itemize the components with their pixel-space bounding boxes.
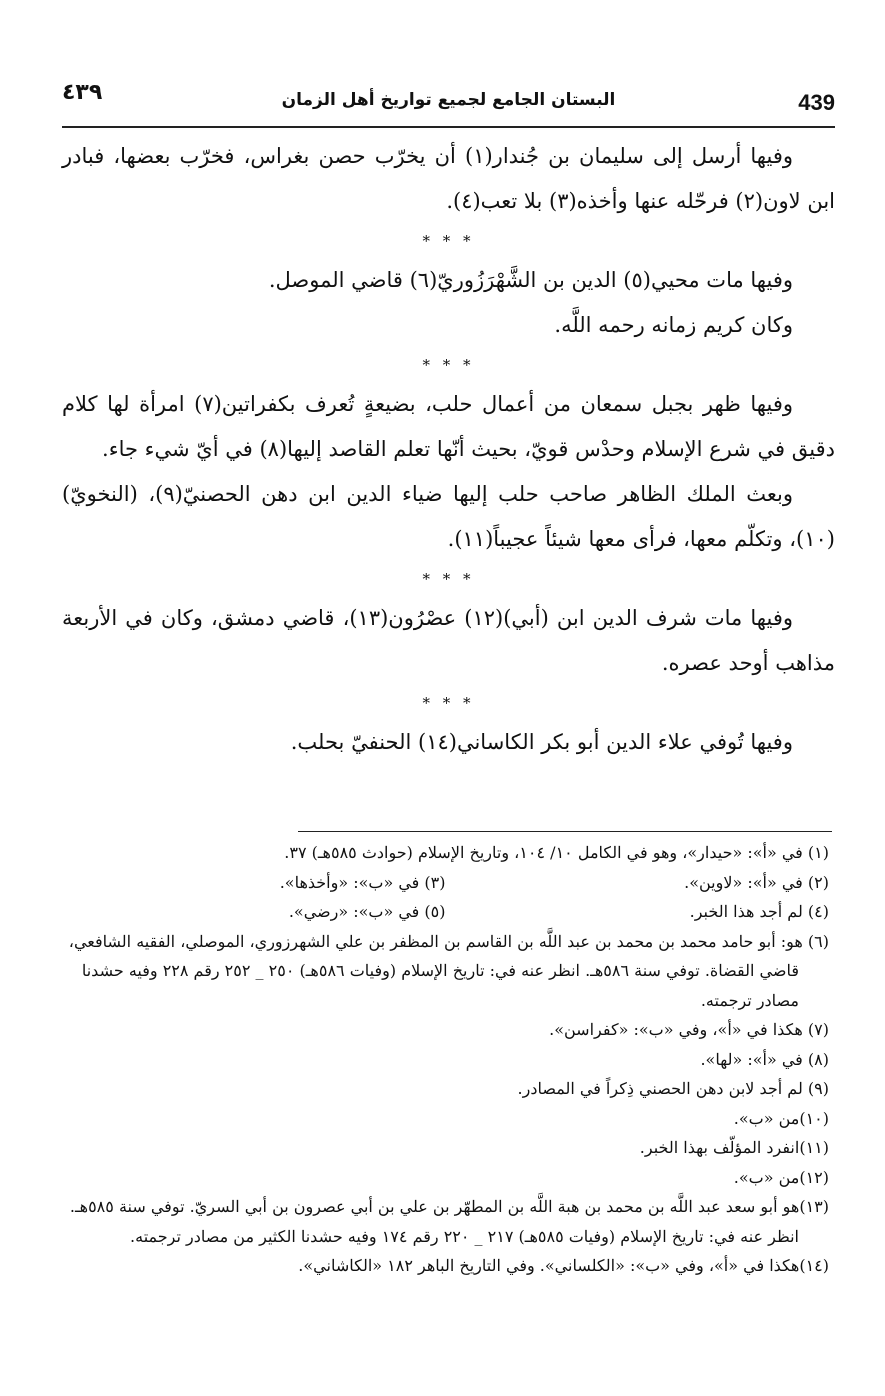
footnote: (١٣)هو أبو سعد عبد اللَّه بن محمد بن هبة اللَّه بن المطهّر بن علي بن أبي عصرون بن أبي السريّ. توفي سنة ٥٨٥هـ. انظر عنه في: تاريخ الإسلام (وفيات ٥٨٥هـ) ٢١٧ _ ٢٢٠ رقم ١٧٤ وفيه حشدنا الكثير من مصادر ترجمته. [69,1197,829,1246]
footnote: (٦) هو: أبو حامد محمد بن محمد بن عبد اللَّه بن القاسم بن المظفر بن علي الشهرزوري، الموصلي، الفقيه الشافعي، قاضي القضاة. توفي سنة ٥٨٦هـ. انظر عنه في: تاريخ الإسلام (وفيات ٥٨٦هـ) ٢٥٠ _ ٢٥٢ رقم ٢٢٨ وفيه حشدنا مصادر ترجمته. [68,931,829,1010]
section-separator: * * * [422,694,475,712]
footnote: (١٠)من «ب». [733,1108,829,1128]
paragraph: وكان كريم زمانه رحمه اللَّه. [554,313,793,337]
footnote: (١) في «أ»: «حيدار»، وهو في الكامل ١٠/ ١٠٤، وتاريخ الإسلام (حوادث ٥٨٥هـ) ٣٧. [284,843,829,862]
footnote-pair-row [62,897,829,927]
footnote: (٩) لم أجد لابن دهن الحصني ذِكراً في المصادر. [517,1079,829,1098]
page-number-arabic: ٤٣٩ [62,80,103,105]
paragraph: وفيها ظهر بجبل سمعان من أعمال حلب، بضيعةٍ تُعرف بكفراتين(٧) امرأة لها كلام دقيق في شرع الإسلام وحدْس قويّ، بحيث أنّها تعلم القاصد إليها(٨) في أيّ شيء جاء. [62,392,835,461]
footnote: (١١)انفرد المؤلّف بهذا الخبر. [639,1138,829,1157]
footnote: (٤) لم أجد هذا الخبر. [689,902,829,921]
footnote: (٣) في «ب»: «وأخذها». [279,872,446,892]
footnote: (٢) في «أ»: «لاوين». [684,872,829,892]
footnote: (٧) هكذا في «أ»، وفي «ب»: «كفراسن». [549,1020,829,1039]
footnote-rule [298,831,832,832]
paragraph: وفيها مات محيي(٥) الدين بن الشَّهْرَزُوريّ(٦) قاضي الموصل. [268,268,793,292]
paragraph: وفيها أرسل إلى سليمان بن جُندار(١) أن يخرّب حصن بغراس، فخرّب بعضها، فبادر ابن لاون(٢) فرحّله عنها وأخذه(٣) بلا تعب(٤). [62,144,835,213]
main-text [62,134,835,765]
header-rule [62,126,835,128]
footnote: (٥) في «ب»: «رضي». [288,902,446,921]
paragraph: وفيها تُوفي علاء الدين أبو بكر الكاساني(١٤) الحنفيّ بحلب. [290,730,793,754]
footnote: (٨) في «أ»: «لها». [700,1049,829,1069]
paragraph: وبعث الملك الظاهر صاحب حلب إليها ضياء الدين ابن دهن الحصنيّ(٩)، (النخويّ)(١٠)، وتكلّم معها، فرأى معها شيئاً عجيباً(١١). [62,482,835,551]
footnote: (١٤)هكذا في «أ»، وفي «ب»: «الكلساني». وفي التاريخ الباهر ١٨٢ «الكاشاني». [298,1256,829,1275]
section-separator: * * * [422,356,475,374]
footnote-pair-row [62,868,829,898]
footnote: (١٢)من «ب». [733,1167,829,1187]
page-number-latin: 439 [798,90,835,115]
footnotes [62,838,829,1281]
paragraph: وفيها مات شرف الدين ابن (أبي)(١٢) عصْرُون(١٣)، قاضي دمشق، وكان في الأربعة مذاهب أوحد عصره. [62,606,835,675]
section-separator: * * * [422,570,475,588]
section-separator: * * * [422,232,475,250]
running-header [62,78,835,124]
running-title: البستان الجامع لجميع تواريخ أهل الزمان [281,90,616,110]
